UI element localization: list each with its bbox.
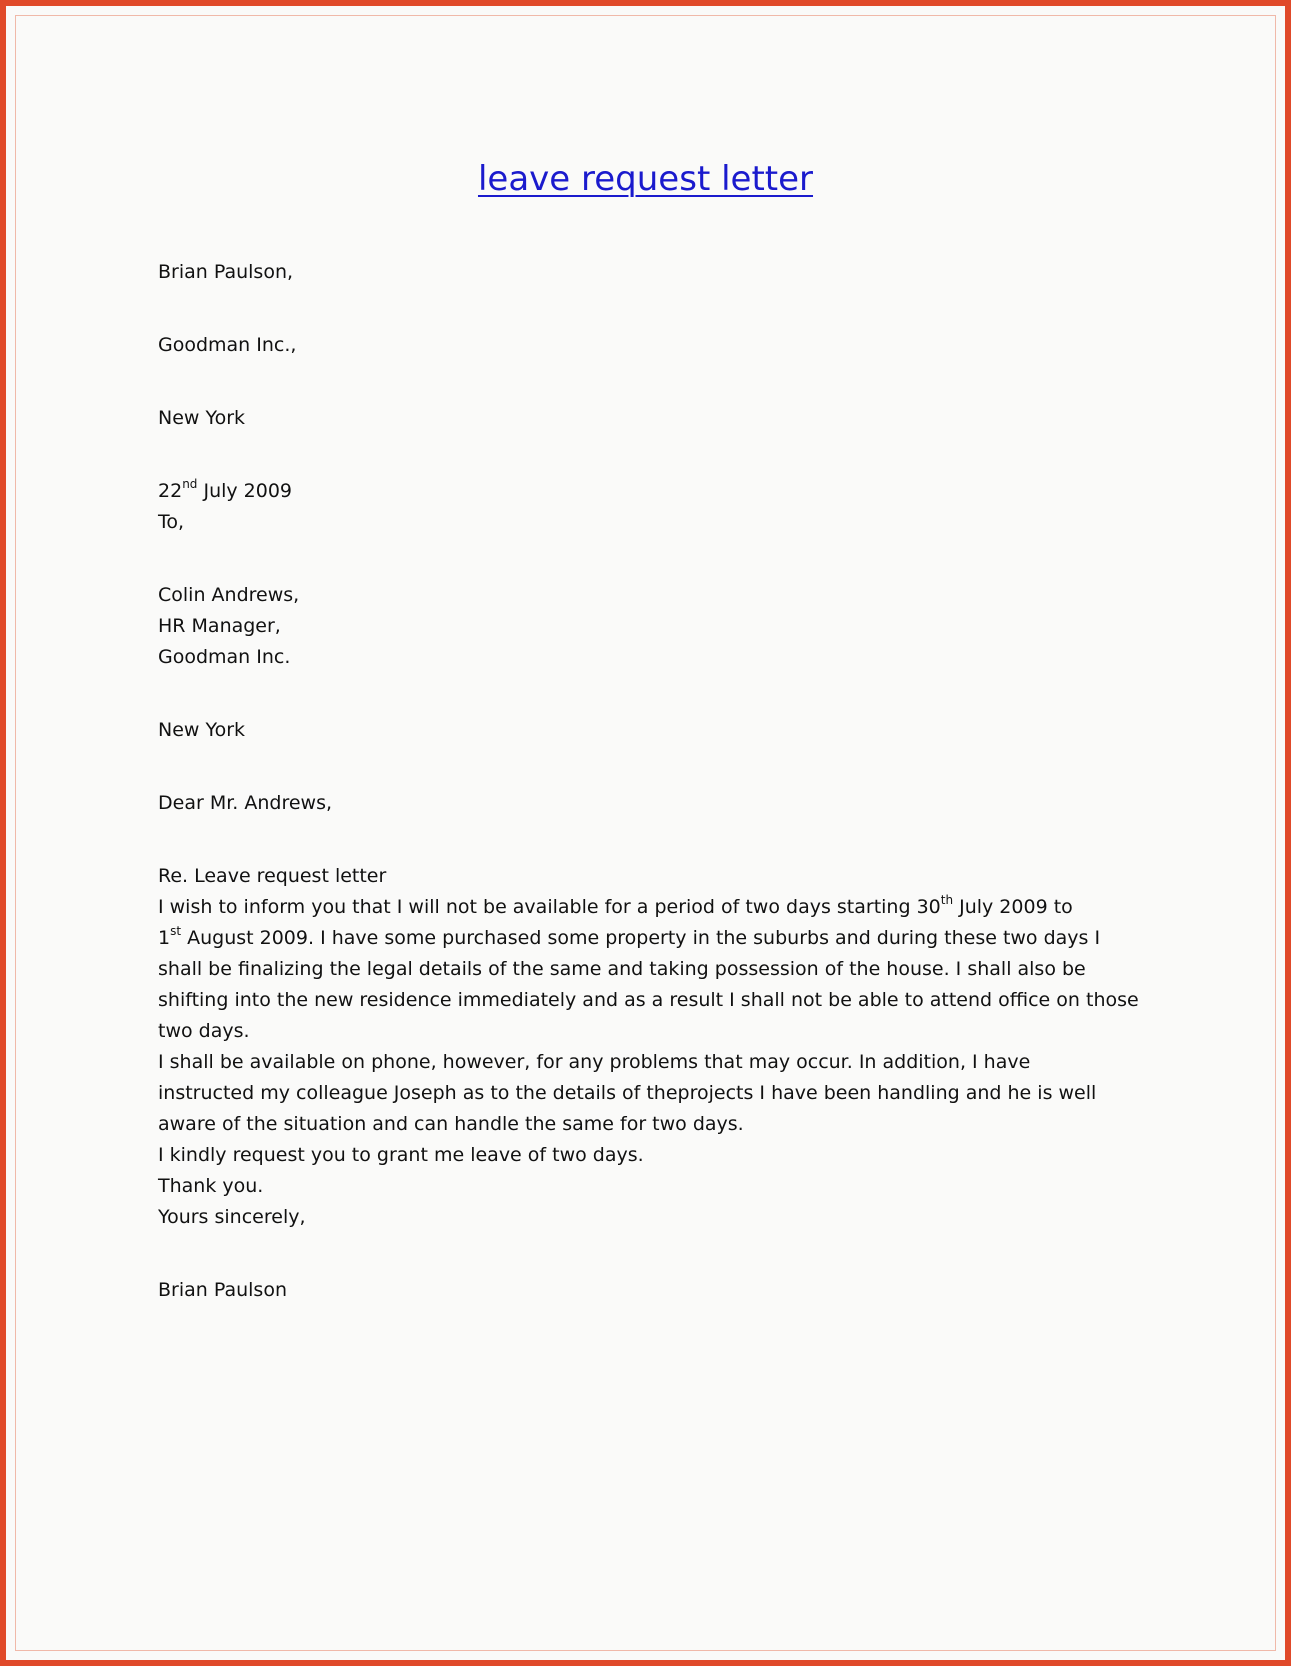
body-line: [158, 892, 1073, 919]
body-line: two days.: [158, 1020, 250, 1042]
body-line: aware of the situation and can handle the same for two days.: [158, 1113, 744, 1135]
salutation: Dear Mr. Andrews,: [158, 792, 333, 814]
body-line: shifting into the new residence immediately and as a result I shall not be able to attend office on those: [158, 989, 1139, 1011]
body-text: July 2009 to: [953, 896, 1073, 918]
body-line: I shall be available on phone, however, for any problems that may occur. In addition, I have: [158, 1051, 1031, 1073]
to-label: To,: [158, 511, 185, 533]
body-line: I kindly request you to grant me leave of two days.: [158, 1144, 644, 1166]
date-day-suffix: nd: [182, 476, 198, 491]
date-day: 22: [158, 480, 183, 502]
recipient-name: Colin Andrews,: [158, 584, 300, 606]
recipient-title: HR Manager,: [158, 615, 281, 637]
body-text: 1: [158, 927, 171, 949]
sender-city: New York: [158, 407, 246, 429]
signature: Brian Paulson: [158, 1279, 287, 1301]
subject-line: Re. Leave request letter: [158, 865, 387, 887]
sender-name: Brian Paulson,: [158, 261, 294, 283]
sender-company: Goodman Inc.,: [158, 334, 297, 356]
document-title[interactable]: leave request letter: [477, 159, 814, 199]
body-line: shall be finalizing the legal details of the same and taking possession of the house. I shall also be: [158, 958, 1086, 980]
date-rest: July 2009: [197, 480, 293, 502]
ordinal-suffix: th: [940, 892, 954, 907]
body-text: I wish to inform you that I will not be available for a period of two days starting 30: [158, 896, 941, 918]
ordinal-suffix: st: [170, 923, 182, 938]
letter-date: [158, 476, 293, 503]
body-line: [158, 923, 1101, 950]
recipient-city: New York: [158, 719, 246, 741]
closing: Yours sincerely,: [158, 1206, 306, 1228]
body-text: August 2009. I have some purchased some property in the suburbs and during these two days I: [181, 927, 1101, 949]
body-line: Thank you.: [158, 1175, 264, 1197]
body-line: instructed my colleague Joseph as to the details of theprojects I have been handling and he is well: [158, 1082, 1097, 1104]
recipient-company: Goodman Inc.: [158, 646, 291, 668]
